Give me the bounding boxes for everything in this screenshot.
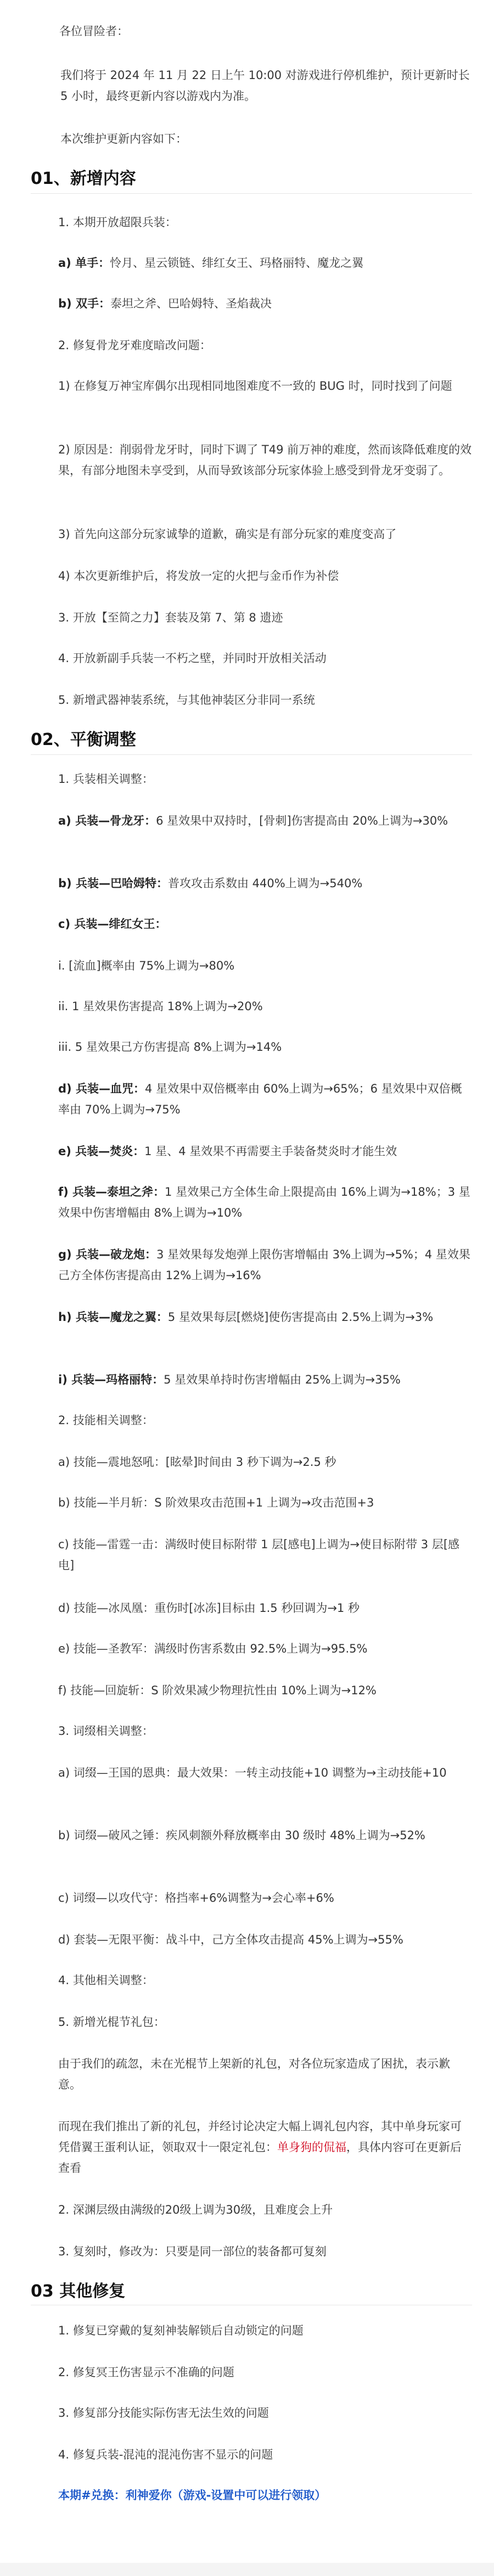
bone-fix-2: 2) 原因是：削弱骨龙牙时，同时下调了 T49 前万神的难度，然而该降低难度的效果，有部分地图未享受到，从而导致该部分玩家体验上感受到骨龙牙变弱了。 [58, 443, 472, 477]
section-title-balance: 02、平衡调整 [31, 730, 136, 749]
bone-fix-3: 3) 首先向这部分玩家诚挚的道歉，确实是有部分玩家的难度变高了 [58, 528, 397, 541]
double-hand-list: 泰坦之斧、巴哈姆特、圣焰裁决 [110, 297, 272, 310]
new-item-1: 1. 本期开放超限兵装： [58, 216, 177, 229]
greeting: 各位冒险者： [59, 25, 128, 38]
weapon-adjust-f-text: 1 星效果己方全体生命上限提高由 16%上调为→18%；3 星效果中伤害增幅由 8%上调为→10% [58, 1185, 470, 1219]
section-title-new-content: 01、新增内容 [31, 169, 136, 188]
balance-sub-5: 5. 新增光棍节礼包： [58, 2015, 165, 2029]
skill-adjust-c: c) 技能—雷霆一击：满级时使目标附带 1 层[感电]上调为→使目标附带 3 层[感电] [58, 1538, 460, 1572]
single-hand-label: a) 单手： [58, 256, 110, 270]
weapon-adjust-e-label: e) 兵装—焚炎： [58, 1145, 145, 1158]
weapon-adjust-d-text: 4 星效果中双倍概率由 60%上调为→65%；6 星效果中双倍概率由 70%上调为→75% [58, 1082, 462, 1116]
weapon-adjust-a-text: 6 星效果中双持时，[骨刺]伤害提高由 20%上调为→30% [156, 814, 448, 827]
weapon-adjust-e [58, 1141, 472, 1162]
weapon-adjust-b-label: b) 兵装—巴哈姆特： [58, 877, 168, 890]
update-lead: 本次维护更新内容如下： [60, 132, 187, 145]
double-hand-line [58, 293, 472, 314]
weapon-adjust-g-label: g) 兵装—破龙炮： [58, 1248, 156, 1261]
weapon-adjust-d-label: d) 兵装—血咒： [58, 1082, 145, 1095]
section-divider [31, 754, 472, 755]
new-item-4: 4. 开放新副手兵装一不朽之壁，并同时开放相关活动 [58, 652, 327, 665]
balance-sub-1: 1. 兵装相关调整： [58, 772, 154, 786]
maintenance-notice: 我们将于 2024 年 11 月 22 日上午 10:00 对游戏进行停机维护，预计更新时长 5 小时，最终更新内容以游戏内为准。 [60, 69, 470, 103]
affix-adjust-d: d) 套装—无限平衡：战斗中，己方全体攻击提高 45%上调为→55% [58, 1933, 403, 1946]
weapon-adjust-d [58, 1078, 472, 1120]
weapon-adjust-g-text: 3 星效果每发炮弹上限伤害增幅由 3%上调为→5%；4 星效果己方全体伤害提高由 12%上调为→16% [58, 1248, 470, 1282]
fix-1: 1. 修复已穿戴的复刻神装解锁后自动锁定的问题 [58, 2324, 304, 2337]
weapon-adjust-b [58, 873, 472, 894]
weapon-adjust-g [58, 1244, 472, 1286]
weapon-adjust-e-text: 1 星、4 星效果不再需要主手装备焚炎时才能生效 [144, 1145, 397, 1158]
redeem-code: 本期#兑换：利神爱你（游戏-设置中可以进行领取） [58, 2489, 327, 2502]
weapon-adjust-c-ii: ii. 1 星效果伤害提高 18%上调为→20% [58, 1000, 263, 1013]
weapon-adjust-i-label: i) 兵装—玛格丽特： [58, 1373, 164, 1386]
reforge-adjust: 3. 复刻时，修改为：只要是同一部位的装备都可复刻 [58, 2245, 327, 2258]
balance-sub-2: 2. 技能相关调整： [58, 1414, 154, 1427]
skill-adjust-e: e) 技能—圣教军：满级时伤害系数由 92.5%上调为→95.5% [58, 1642, 368, 1655]
weapon-adjust-c [58, 914, 472, 934]
weapon-adjust-c-label: c) 兵装—绯红女王： [58, 917, 167, 931]
section-title-other-fixes: 03 其他修复 [31, 2282, 126, 2301]
balance-sub-3: 3. 词缀相关调整： [58, 1724, 154, 1738]
weapon-adjust-h [58, 1307, 472, 1328]
weapon-adjust-i [58, 1369, 472, 1390]
bottom-bar [0, 2563, 494, 2576]
bone-fix-4: 4) 本次更新维护后，将发放一定的火把与金币作为补偿 [58, 569, 339, 583]
single-hand-line [58, 253, 472, 273]
weapon-adjust-i-text: 5 星效果单持时伤害增幅由 25%上调为→35% [164, 1373, 401, 1386]
gift-announcement [58, 2116, 472, 2179]
weapon-adjust-a-label: a) 兵装—骨龙牙： [58, 814, 156, 827]
bone-fix-1: 1) 在修复万神宝库偶尔出现相同地图难度不一致的 BUG 时，同时找到了问题 [58, 379, 452, 393]
new-item-3: 3. 开放【至简之力】套装及第 7、第 8 遗迹 [58, 611, 283, 624]
gift-apology: 由于我们的疏忽，未在光棍节上架新的礼包，对各位玩家造成了困扰，表示歉意。 [58, 2057, 450, 2091]
skill-adjust-d: d) 技能—冰凤凰：重伤时[冰冻]目标由 1.5 秒回调为→1 秒 [58, 1601, 360, 1615]
gift-announcement-text: 而现在我们推出了新的礼包，并经讨论决定大幅上调礼包内容，其中单身玩家可凭借翼王蛋利认证，领取双十一限定礼包： [58, 2120, 462, 2154]
skill-adjust-f: f) 技能—回旋斩：S 阶效果减少物理抗性由 10%上调为→12% [58, 1684, 377, 1697]
skill-adjust-b: b) 技能—半月斩：S 阶效果攻击范围+1 上调为→攻击范围+3 [58, 1496, 374, 1509]
fix-4: 4. 修复兵装-混沌的混沌伤害不显示的问题 [58, 2448, 273, 2461]
double-hand-label: b) 双手： [58, 297, 110, 310]
weapon-adjust-f-label: f) 兵装—泰坦之斧： [58, 1185, 165, 1199]
weapon-adjust-h-text: 5 星效果每层[燃烧]使伤害提高由 2.5%上调为→3% [167, 1311, 434, 1324]
balance-sub-4: 4. 其他相关调整： [58, 1974, 154, 1987]
affix-adjust-c: c) 词缀—以攻代守：格挡率+6%调整为→会心率+6% [58, 1891, 334, 1905]
skill-adjust-a: a) 技能—震地怒吼：[眩晕]时间由 3 秒下调为→2.5 秒 [58, 1455, 336, 1469]
weapon-adjust-c-i: i. [流血]概率由 75%上调为→80% [58, 959, 235, 972]
gift-announcement-tail: ，具体内容可在更新后查看 [58, 2141, 462, 2175]
fix-3: 3. 修复部分技能实际伤害无法生效的问题 [58, 2406, 269, 2420]
weapon-adjust-f [58, 1181, 472, 1223]
affix-adjust-b: b) 词缀—破风之锤：疾风刺额外释放概率由 30 级时 48%上调为→52% [58, 1829, 425, 1842]
weapon-adjust-a [58, 810, 472, 831]
weapon-adjust-c-iii: iii. 5 星效果己方伤害提高 8%上调为→14% [58, 1040, 282, 1054]
section-divider [31, 193, 472, 194]
fix-2: 2. 修复冥王伤害显示不准确的问题 [58, 2366, 234, 2379]
single-hand-list: 怜月、星云锁链、绯红女王、玛格丽特、魔龙之翼 [110, 256, 364, 270]
new-item-2: 2. 修复骨龙牙难度暗改问题： [58, 339, 211, 352]
abyss-adjust: 2. 深渊层级由满级的20级上调为30级，且难度会上升 [58, 2203, 333, 2216]
weapon-adjust-b-text: 普攻攻击系数由 440%上调为→540% [167, 877, 363, 890]
affix-adjust-a: a) 词缀—王国的恩典：最大效果：一转主动技能+10 调整为→主动技能+10 [58, 1766, 447, 1779]
weapon-adjust-h-label: h) 兵装—魔龙之翼： [58, 1311, 168, 1324]
gift-name: 单身狗的侃福 [277, 2141, 346, 2154]
new-item-5: 5. 新增武器神装系统，与其他神装区分非同一系统 [58, 693, 315, 707]
